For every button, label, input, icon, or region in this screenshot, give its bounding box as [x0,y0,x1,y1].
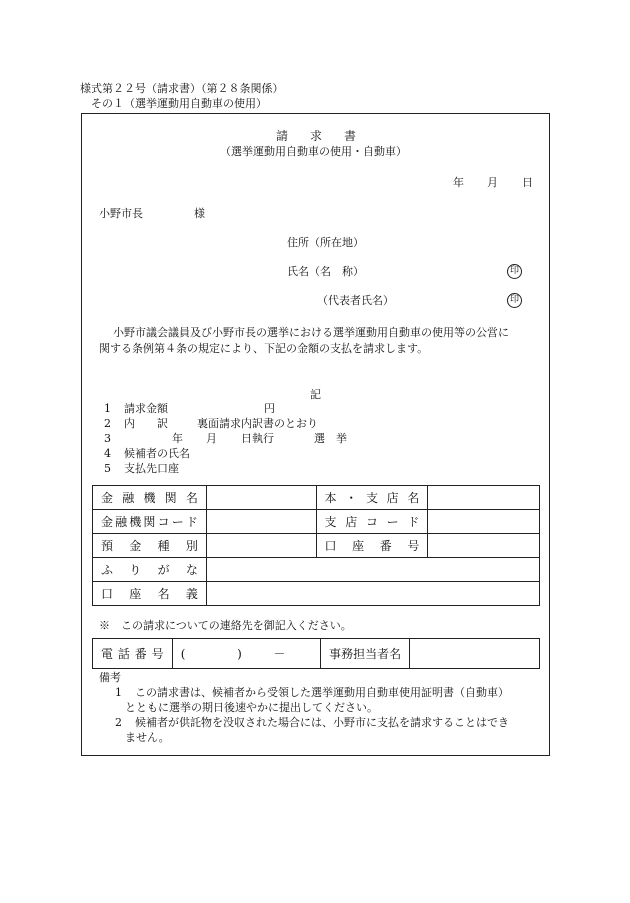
title-char: 求 [309,129,322,143]
item-value: 裏面請求内訳書のとおり [197,417,318,430]
account-number-field[interactable] [428,534,540,558]
branch-name-label: 本 ・ 支 店 名 [316,486,428,510]
item-number: 2 [104,417,111,430]
remarks-heading: 備考 [99,671,121,684]
bank-code-field[interactable] [206,510,316,534]
phone-close-paren: ) [237,647,242,661]
address-label: 住所（所在地） [287,236,364,249]
form-number: 様式第２２号（請求書）（第２８条関係） [80,82,284,95]
doc-title [276,129,356,144]
staff-field[interactable] [410,639,540,669]
item-year: 年 [172,432,183,445]
bank-code-label: 金 融 機 関 コ ー ド [93,510,207,534]
item-number: 1 [104,402,111,415]
item-label: 候補者の氏名 [124,447,190,460]
item-label: 内 訳 [124,417,168,430]
item-label: 支払先口座 [124,462,179,475]
phone-field[interactable] [172,639,320,669]
furigana-field[interactable] [206,558,539,582]
contact-note: ※ この請求についての連絡先を御記入ください。 [99,619,352,632]
item-label: 請求金額 [124,402,168,415]
bank-name-field[interactable] [206,486,316,510]
seal-mark: 印 [507,264,522,279]
honorific: 様 [194,207,205,220]
remark-text: 候補者が供託物を没収された場合には、小野市に支払を請求することはでき [135,716,509,729]
phone-label: 電 話 番 号 [93,639,173,669]
item-number: 5 [104,462,111,475]
table-row [93,486,540,510]
remark-text: とともに選挙の期日後速やかに提出してください。 [125,701,378,714]
bank-name-label: 金 融 機 関 名 [93,486,207,510]
remark-text: この請求書は、候補者から受領した選挙運動用自動車使用証明書（自動車） [135,686,509,699]
item-day: 日執行 [241,432,274,445]
item-number: 4 [104,447,111,460]
deposit-type-label: 預 金 種 別 [93,534,207,558]
title-char: 請 [276,129,289,143]
item-month: 月 [206,432,217,445]
phone-dash: － [273,647,286,661]
item-unit: 円 [264,402,275,415]
remark-number: 1 [115,686,122,699]
form-subtitle: その１（選挙運動用自動車の使用） [91,97,267,110]
staff-label: 事 務 担 当 者 名 [321,639,410,669]
account-number-label: 口 座 番 号 [316,534,428,558]
branch-code-field[interactable] [428,510,540,534]
date-year: 年 [453,176,464,189]
table-row [93,510,540,534]
branch-name-field[interactable] [428,486,540,510]
seal-mark: 印 [507,293,522,308]
contact-table [92,638,540,669]
deposit-type-field[interactable] [206,534,316,558]
account-holder-field[interactable] [206,582,539,606]
item-number: 3 [104,432,111,445]
doc-subtitle: （選挙運動用自動車の使用・自動車） [220,145,407,158]
ki-heading: 記 [310,388,321,401]
body-text-line1: 小野市議会議員及び小野市長の選挙における選挙運動用自動車の使用等の公営に [113,326,509,339]
table-row [93,582,540,606]
title-char: 書 [343,129,356,143]
table-row [93,534,540,558]
addressee: 小野市長 [99,207,143,220]
branch-code-label: 支 店 コ ー ド [316,510,428,534]
account-holder-label: 口 座 名 義 [93,582,207,606]
furigana-label: ふ り が な [93,558,207,582]
remark-number: 2 [115,716,122,729]
remark-text: ません。 [125,731,170,744]
item-election: 選 挙 [314,432,347,445]
table-row [93,558,540,582]
body-text-line2: 関する条例第４条の規定により、下記の金額の支払を請求します。 [99,342,429,355]
table-row [93,639,540,669]
phone-open-paren: ( [180,647,186,661]
date-day: 日 [522,176,533,189]
name-label: 氏名（名 称） [287,265,364,278]
bank-table [92,485,540,606]
representative-label: （代表者氏名） [317,294,394,307]
date-month: 月 [487,176,498,189]
